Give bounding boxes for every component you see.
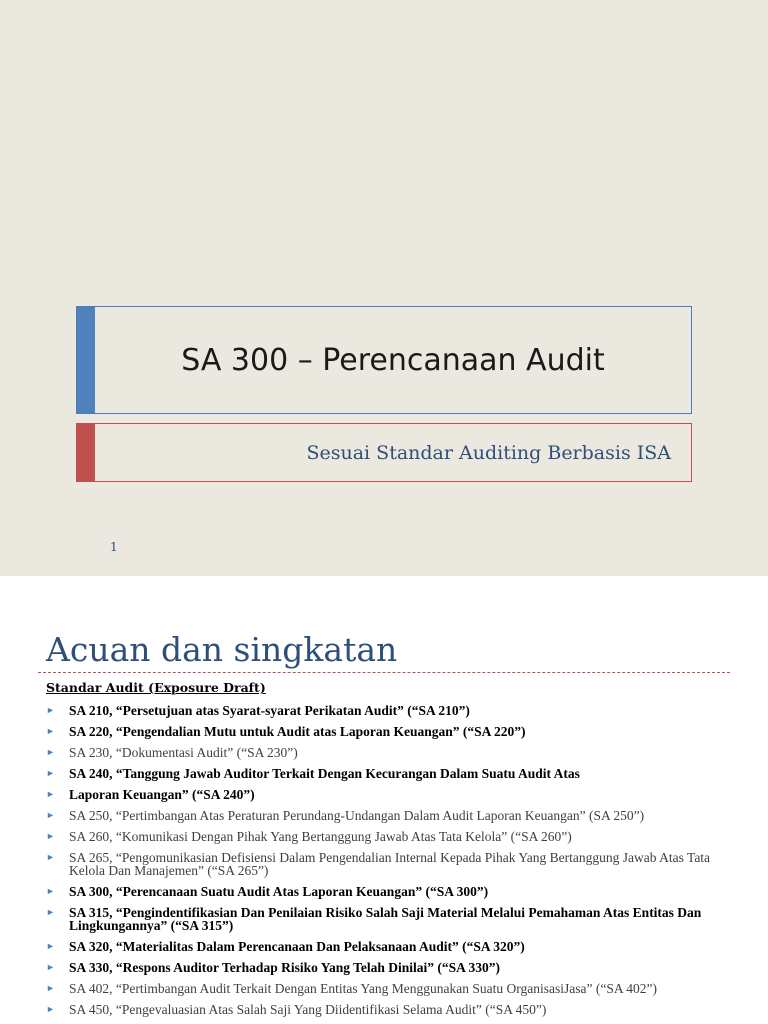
list-item (46, 746, 736, 759)
list-item-text: SA 240, “Tanggung Jawab Auditor Terkait Dengan Kecurangan Dalam Suatu Audit Atas (69, 766, 580, 781)
list-item (46, 982, 736, 995)
list-item (46, 704, 736, 717)
list-item-text: SA 265, “Pengomunikasian Defisiensi Dalam Pengendalian Internal Kepada Pihak Yang Bertanggung Jawab Atas Tata Kelola Dan Manajemen” (“SA 265”) (69, 850, 711, 878)
list-item-text: Laporan Keuangan” (“SA 240”) (69, 787, 255, 802)
list-item (46, 725, 736, 738)
list-item (46, 851, 736, 877)
list-item (46, 961, 736, 974)
list-item (46, 1003, 736, 1016)
triangle-bullet-icon: ► (46, 941, 55, 951)
references-slide (0, 576, 768, 1024)
triangle-bullet-icon: ► (46, 705, 55, 715)
triangle-bullet-icon: ► (46, 810, 55, 820)
list-item-text: SA 230, “Dokumentasi Audit” (“SA 230”) (69, 745, 298, 760)
triangle-bullet-icon: ► (46, 831, 55, 841)
list-item-text: SA 315, “Pengindentifikasian Dan Penilaian Risiko Salah Saji Material Melalui Pemahaman Atas Entitas Dan Lingkungannya” (“SA 315”) (69, 905, 702, 933)
list-item-text: SA 220, “Pengendalian Mutu untuk Audit atas Laporan Keuangan” (“SA 220”) (69, 724, 526, 739)
list-item (46, 788, 736, 801)
triangle-bullet-icon: ► (46, 983, 55, 993)
section-subheading: Standar Audit (Exposure Draft) (46, 680, 266, 695)
reference-list (46, 704, 736, 1024)
list-item (46, 809, 736, 822)
title-accent-bar (77, 307, 95, 413)
page-number: 1 (110, 540, 118, 554)
list-item-text: SA 250, “Pertimbangan Atas Peraturan Perundang-Undangan Dalam Audit Laporan Keuangan” (SA 250”) (69, 808, 645, 823)
title-box (76, 306, 692, 414)
triangle-bullet-icon: ► (46, 886, 55, 896)
triangle-bullet-icon: ► (46, 907, 55, 917)
list-item-text: SA 450, “Pengevaluasian Atas Salah Saji Yang Diidentifikasi Selama Audit” (“SA 450”) (69, 1002, 547, 1017)
triangle-bullet-icon: ► (46, 852, 55, 862)
list-item-text: SA 260, “Komunikasi Dengan Pihak Yang Bertanggung Jawab Atas Tata Kelola” (“SA 260”) (69, 829, 572, 844)
list-item-text: SA 300, “Perencanaan Suatu Audit Atas Laporan Keuangan” (“SA 300”) (69, 884, 489, 899)
triangle-bullet-icon: ► (46, 962, 55, 972)
triangle-bullet-icon: ► (46, 726, 55, 736)
slide-subtitle: Sesuai Standar Auditing Berbasis ISA (306, 441, 671, 464)
list-item (46, 767, 736, 780)
triangle-bullet-icon: ► (46, 768, 55, 778)
slide-title: Acuan dan singkatan (46, 630, 398, 669)
title-divider (38, 672, 730, 673)
triangle-bullet-icon: ► (46, 747, 55, 757)
subtitle-box (76, 423, 692, 482)
list-item-text: SA 330, “Respons Auditor Terhadap Risiko Yang Telah Dinilai” (“SA 330”) (69, 960, 501, 975)
subtitle-accent-bar (77, 424, 95, 481)
list-item (46, 885, 736, 898)
list-item (46, 830, 736, 843)
triangle-bullet-icon: ► (46, 789, 55, 799)
list-item-text: SA 402, “Pertimbangan Audit Terkait Dengan Entitas Yang Menggunakan Suatu OrganisasiJasa” (“SA 402”) (69, 981, 657, 996)
slide-title: SA 300 – Perencanaan Audit (181, 342, 605, 378)
list-item (46, 940, 736, 953)
list-item-text: SA 210, “Persetujuan atas Syarat-syarat Perikatan Audit” (“SA 210”) (69, 703, 470, 718)
triangle-bullet-icon: ► (46, 1004, 55, 1014)
list-item (46, 906, 736, 932)
list-item-text: SA 320, “Materialitas Dalam Perencanaan Dan Pelaksanaan Audit” (“SA 320”) (69, 939, 525, 954)
